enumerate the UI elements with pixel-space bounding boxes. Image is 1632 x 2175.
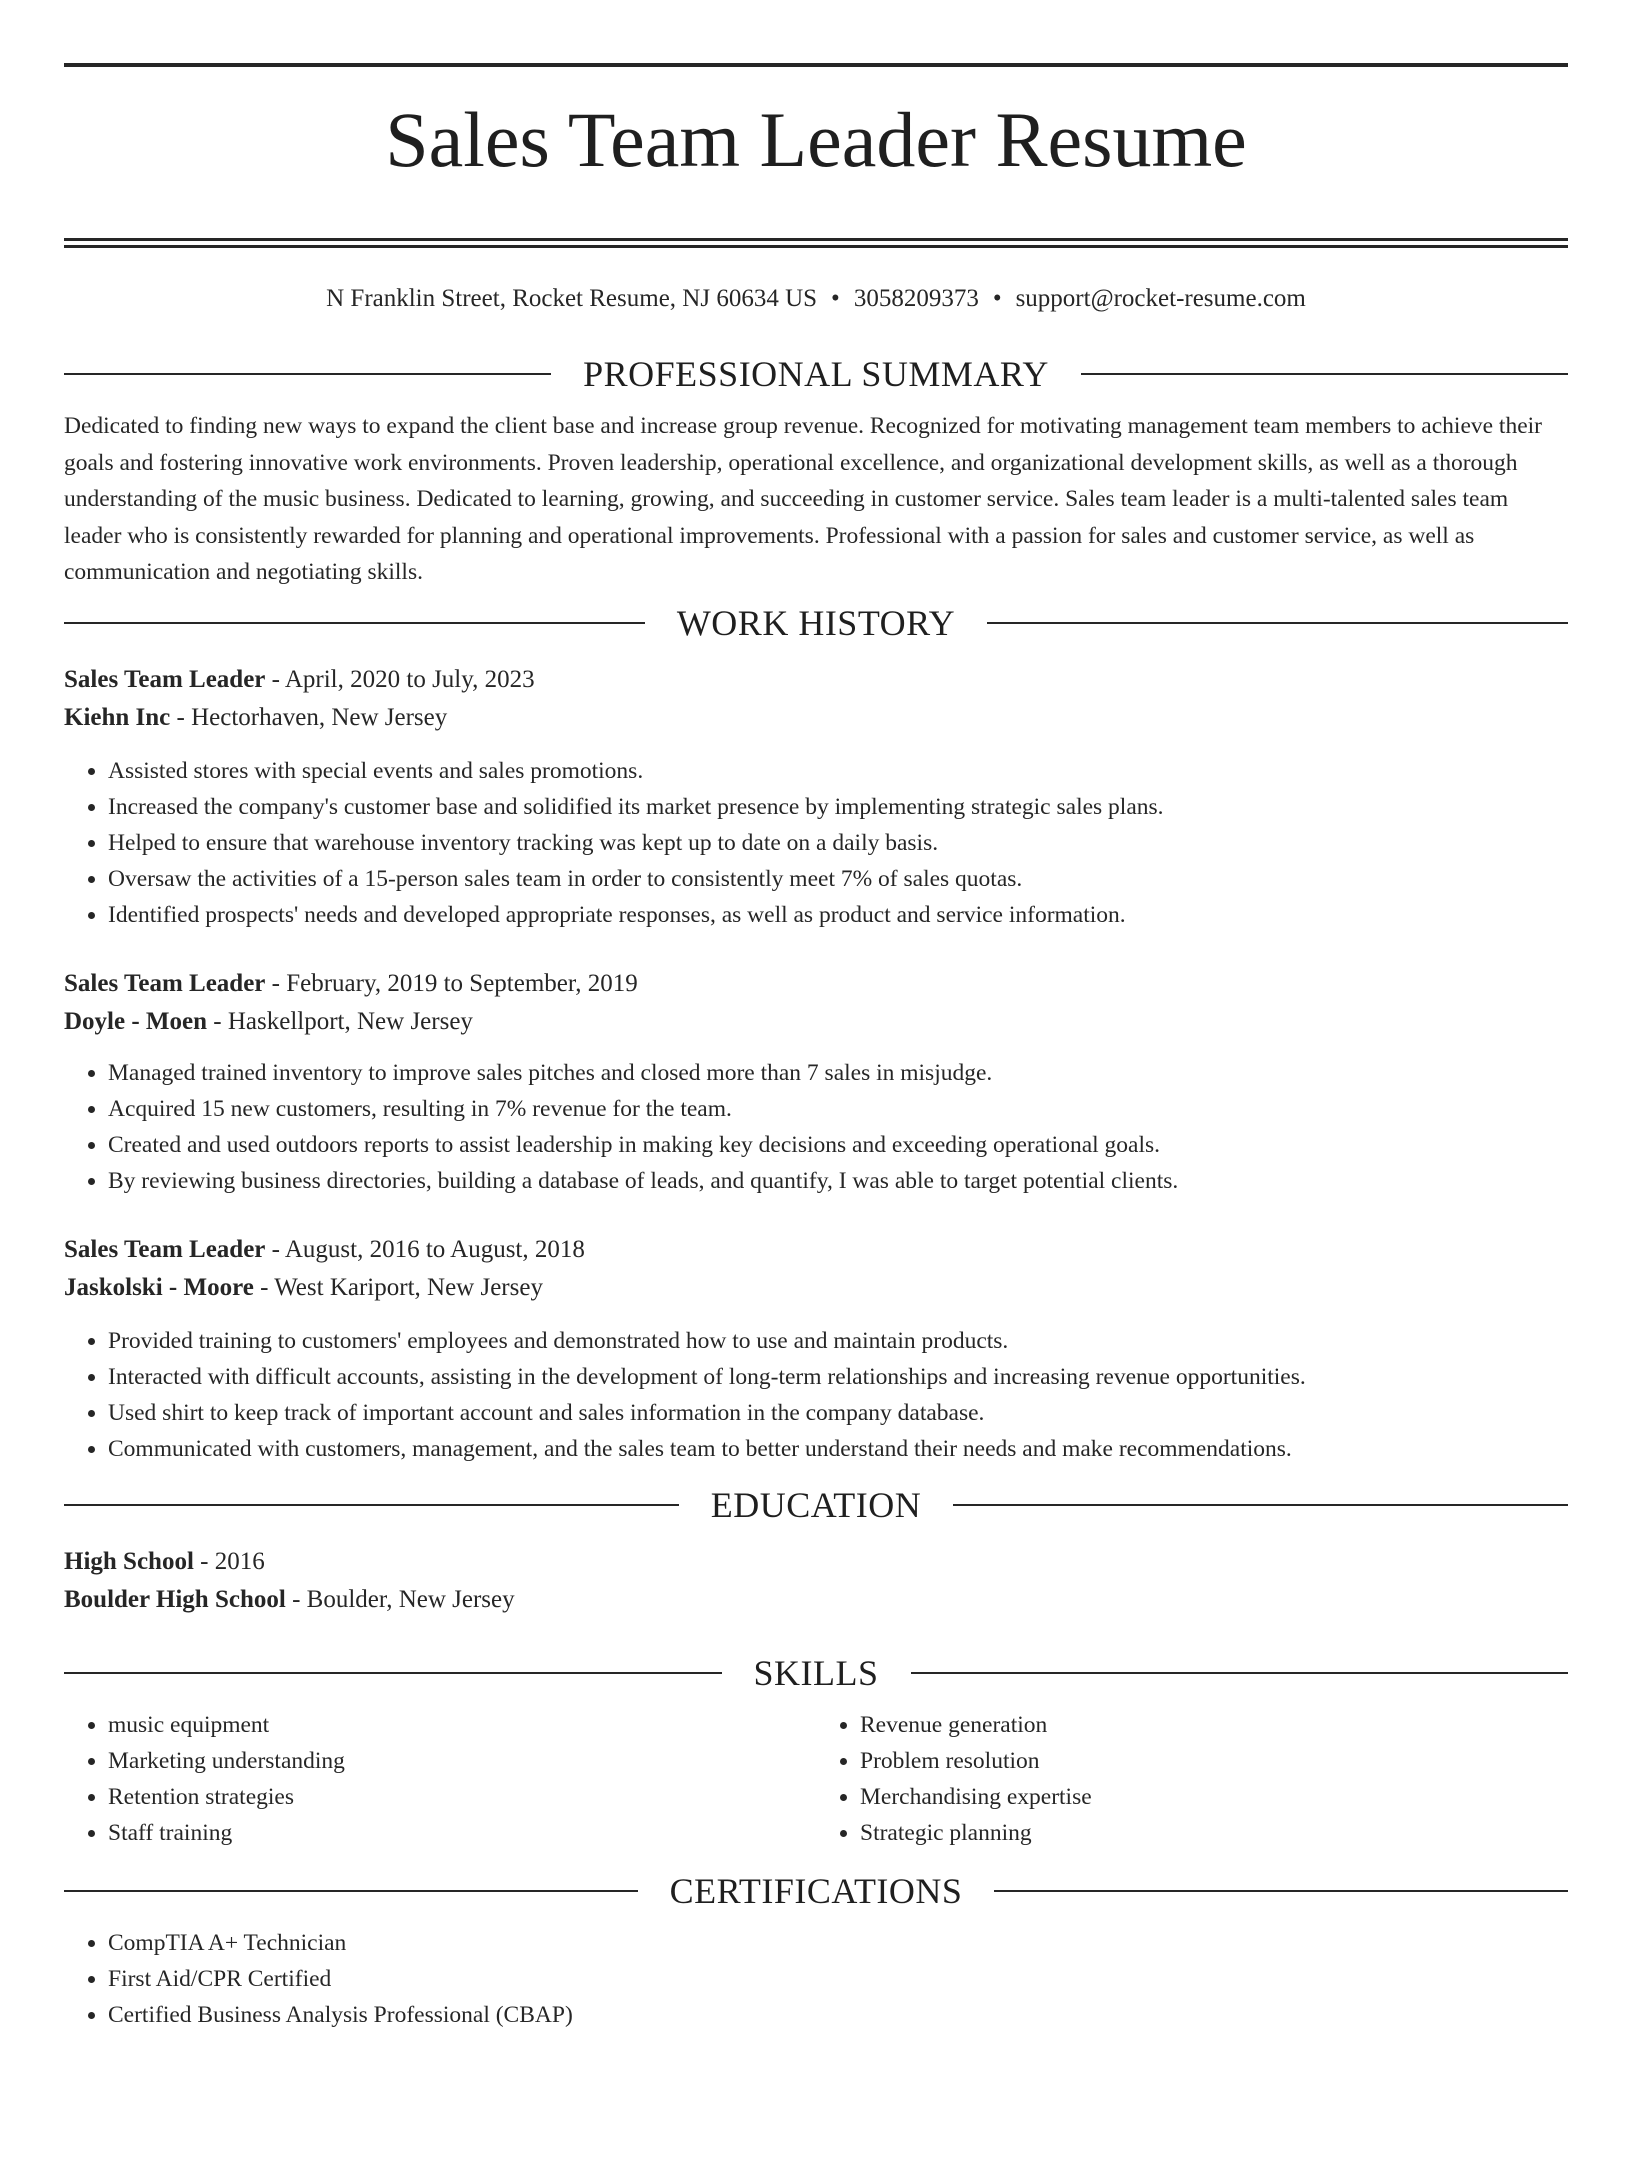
- job-title: Sales Team Leader: [64, 969, 266, 997]
- heading-rule: [64, 622, 645, 624]
- heading-rule: [953, 1504, 1568, 1506]
- job-title: Sales Team Leader: [64, 1235, 266, 1263]
- list-item: • Helped to ensure that warehouse inventory tracking was kept up to date on a daily basis.: [108, 825, 1568, 861]
- summary-paragraph: Dedicated to finding new ways to expand the client base and increase group revenue. Recognized for motivating management team members to achieve their goals and fostering innovative work environments. Proven leadership, operational excellence, and organizational development skills, as well as a thorough understanding of the music business. Dedicated to learning, growing, and succeeding in customer service. Sales team leader is a multi-talented sales team leader who is consistently rewarded for planning and operational improvements. Professional with a passion for sales and customer service, as well as communication and negotiating skills.: [64, 413, 1542, 585]
- education-school: Boulder High School: [64, 1585, 286, 1613]
- heading-rule: [911, 1672, 1569, 1674]
- list-item: • Certified Business Analysis Professional (CBAP): [108, 1997, 1568, 2033]
- skills-list-right: [816, 1707, 1568, 1851]
- list-item: • CompTIA A+ Technician: [108, 1925, 1568, 1961]
- list-item: • Revenue generation: [860, 1707, 1568, 1743]
- heading-rule: [987, 622, 1568, 624]
- job-company: Kiehn Inc: [64, 703, 171, 731]
- heading-rule: [1081, 373, 1568, 375]
- certifications-list: [64, 1925, 1568, 2033]
- education-degree-line: [64, 1543, 1568, 1581]
- top-rule: [64, 63, 1568, 67]
- job-location: - Haskellport, New Jersey: [207, 1007, 473, 1035]
- list-item: • Problem resolution: [860, 1743, 1568, 1779]
- section-title: SKILLS: [753, 1652, 879, 1693]
- job-dates: - February, 2019 to September, 2019: [265, 969, 638, 997]
- list-item: • Used shirt to keep track of important account and sales information in the company database.: [108, 1395, 1568, 1431]
- job-company-line: [64, 699, 1568, 737]
- list-item: • Staff training: [108, 1815, 816, 1851]
- job-bullets: [64, 1055, 1568, 1199]
- education-degree: High School: [64, 1547, 194, 1575]
- education-year: - 2016: [193, 1547, 265, 1575]
- resume-page: [0, 63, 1632, 2175]
- section-heading-summary: [64, 354, 1568, 394]
- job-title-line: [64, 661, 1568, 699]
- contact-email: support@rocket-resume.com: [1015, 285, 1306, 312]
- list-item: • Oversaw the activities of a 15-person sales team in order to consistently meet 7% of sales quotas.: [108, 861, 1568, 897]
- job-company-line: [64, 1003, 1568, 1041]
- contact-separator: •: [831, 285, 840, 312]
- skills-grid: [64, 1707, 1568, 1851]
- section-title: PROFESSIONAL SUMMARY: [583, 354, 1049, 394]
- section-heading-certifications: [64, 1871, 1568, 1911]
- section-heading-skills: [64, 1653, 1568, 1693]
- job-location: - Hectorhaven, New Jersey: [170, 703, 448, 731]
- heading-rule: [994, 1890, 1568, 1892]
- list-item: • Retention strategies: [108, 1779, 816, 1815]
- contact-address: N Franklin Street, Rocket Resume, NJ 60634 US: [326, 285, 818, 312]
- job-dates: - April, 2020 to July, 2023: [265, 665, 535, 693]
- list-item: • Provided training to customers' employees and demonstrated how to use and maintain products.: [108, 1323, 1568, 1359]
- list-item: • Interacted with difficult accounts, assisting in the development of long-term relationships and increasing revenue opportunities.: [108, 1359, 1568, 1395]
- heading-rule: [64, 1890, 638, 1892]
- section-title: EDUCATION: [710, 1484, 922, 1525]
- job-company: Jaskolski - Moore: [64, 1273, 254, 1301]
- list-item: • Created and used outdoors reports to assist leadership in making key decisions and exceeding operational goals.: [108, 1127, 1568, 1163]
- job-entry: [64, 1231, 1568, 1467]
- list-item: • Identified prospects' needs and developed appropriate responses, as well as product and service information.: [108, 897, 1568, 933]
- page-title: Sales Team Leader Resume: [385, 96, 1247, 183]
- job-title-line: [64, 965, 1568, 1003]
- education-school-line: [64, 1581, 1568, 1619]
- heading-rule: [64, 1504, 679, 1506]
- job-entry: [64, 965, 1568, 1199]
- contact-separator: •: [992, 285, 1002, 312]
- job-dates: - August, 2016 to August, 2018: [265, 1235, 585, 1263]
- job-bullets: [64, 1323, 1568, 1467]
- list-item: • Acquired 15 new customers, resulting in 7% revenue for the team.: [108, 1091, 1568, 1127]
- contact-line: [64, 284, 1568, 314]
- title-double-rule: [64, 238, 1568, 248]
- contact-phone: 3058209373: [853, 285, 979, 312]
- job-entry: [64, 661, 1568, 933]
- section-title: WORK HISTORY: [676, 602, 956, 643]
- list-item: • Managed trained inventory to improve sales pitches and closed more than 7 sales in misjudge.: [108, 1055, 1568, 1091]
- education-entry: [64, 1543, 1568, 1619]
- job-bullets: [64, 753, 1568, 933]
- list-item: • music equipment: [108, 1707, 816, 1743]
- section-heading-education: [64, 1485, 1568, 1525]
- heading-rule: [64, 373, 551, 375]
- list-item: • First Aid/CPR Certified: [108, 1961, 1568, 1997]
- skills-list-left: [64, 1707, 816, 1851]
- list-item: • Merchandising expertise: [860, 1779, 1568, 1815]
- job-company-line: [64, 1269, 1568, 1307]
- section-heading-work-history: [64, 603, 1568, 643]
- heading-rule: [64, 1672, 722, 1674]
- job-location: - West Kariport, New Jersey: [253, 1273, 543, 1301]
- list-item: • Strategic planning: [860, 1815, 1568, 1851]
- list-item: • Assisted stores with special events and sales promotions.: [108, 753, 1568, 789]
- education-location: - Boulder, New Jersey: [285, 1585, 515, 1613]
- list-item: • Communicated with customers, management, and the sales team to better understand their needs and make recommendations.: [108, 1431, 1568, 1467]
- list-item: • Marketing understanding: [108, 1743, 816, 1779]
- job-title: Sales Team Leader: [64, 665, 266, 693]
- section-title: CERTIFICATIONS: [669, 1870, 963, 1911]
- job-company: Doyle - Moen: [64, 1007, 208, 1035]
- list-item: • By reviewing business directories, building a database of leads, and quantify, I was able to target potential clients.: [108, 1163, 1568, 1199]
- job-title-line: [64, 1231, 1568, 1269]
- list-item: • Increased the company's customer base and solidified its market presence by implementing strategic sales plans.: [108, 789, 1568, 825]
